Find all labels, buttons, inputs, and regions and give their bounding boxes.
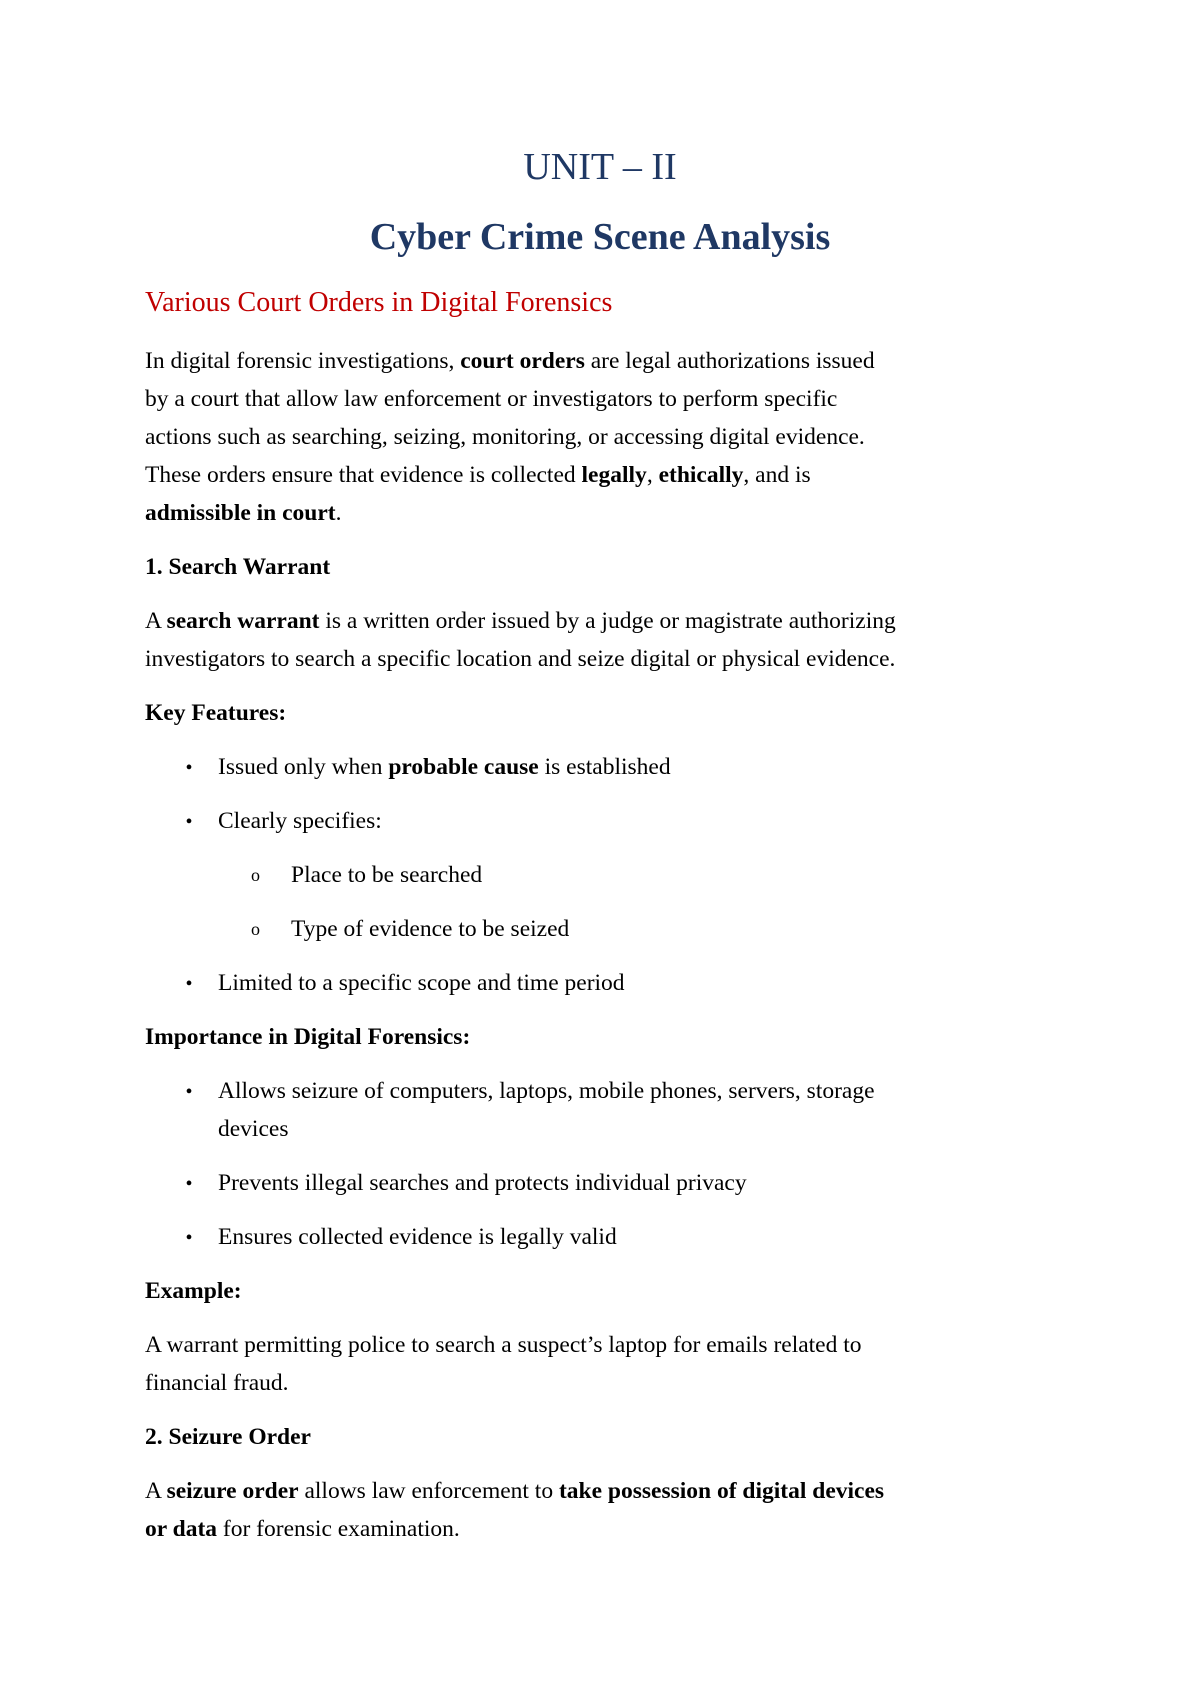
list-item-text: Prevents illegal searches and protects individual privacy [218,1170,747,1196]
intro-line-4: These orders ensure that evidence is collected legally, ethically, and is [145,462,811,488]
intro-line-1: In digital forensic investigations, court orders are legal authorizations issued [145,348,875,374]
list-item-text: Limited to a specific scope and time period [218,970,625,996]
list-item-text: Ensures collected evidence is legally valid [218,1224,617,1250]
seizure-order-line-1: A seizure order allows law enforcement to take possession of digital devices [145,1478,885,1504]
circle-bullet-icon: o [251,919,260,939]
circle-bullet-icon: o [251,865,260,885]
unit-title: UNIT – II [523,146,677,188]
example-line-2: financial fraud. [145,1370,289,1396]
seizure-order-heading: 2. Seizure Order [145,1424,311,1450]
key-features-heading: Key Features: [145,700,287,726]
section-heading: Various Court Orders in Digital Forensics [145,287,613,318]
bullet-icon [182,1165,196,1203]
bullet-icon [182,749,196,787]
list-item-text: Allows seizure of computers, laptops, mobile phones, servers, storage [218,1078,875,1104]
seizure-order-line-2: or data for forensic examination. [145,1516,460,1542]
bullet-icon [182,965,196,1003]
search-warrant-heading: 1. Search Warrant [145,554,331,580]
bullet-icon [182,1073,196,1111]
list-item-text: Issued only when probable cause is established [218,754,671,780]
intro-line-2: by a court that allow law enforcement or investigators to perform specific [145,386,838,412]
intro-line-5: admissible in court. [145,500,342,526]
importance-heading: Importance in Digital Forensics: [145,1024,471,1050]
search-warrant-definition-line-2: investigators to search a specific location and seize digital or physical evidence. [145,646,896,672]
intro-line-3: actions such as searching, seizing, monitoring, or accessing digital evidence. [145,424,865,450]
sub-list-item-text: Place to be searched [291,862,483,888]
document-title: Cyber Crime Scene Analysis [369,216,831,258]
bullet-icon [182,1219,196,1257]
sub-list-item-text: Type of evidence to be seized [291,916,570,942]
list-item-text: Clearly specifies: [218,808,382,834]
example-line-1: A warrant permitting police to search a suspect’s laptop for emails related to [145,1332,862,1358]
bullet-icon [182,803,196,841]
list-item-text: devices [218,1116,289,1142]
example-heading: Example: [145,1278,242,1304]
search-warrant-definition-line-1: A search warrant is a written order issued by a judge or magistrate authorizing [145,608,896,634]
